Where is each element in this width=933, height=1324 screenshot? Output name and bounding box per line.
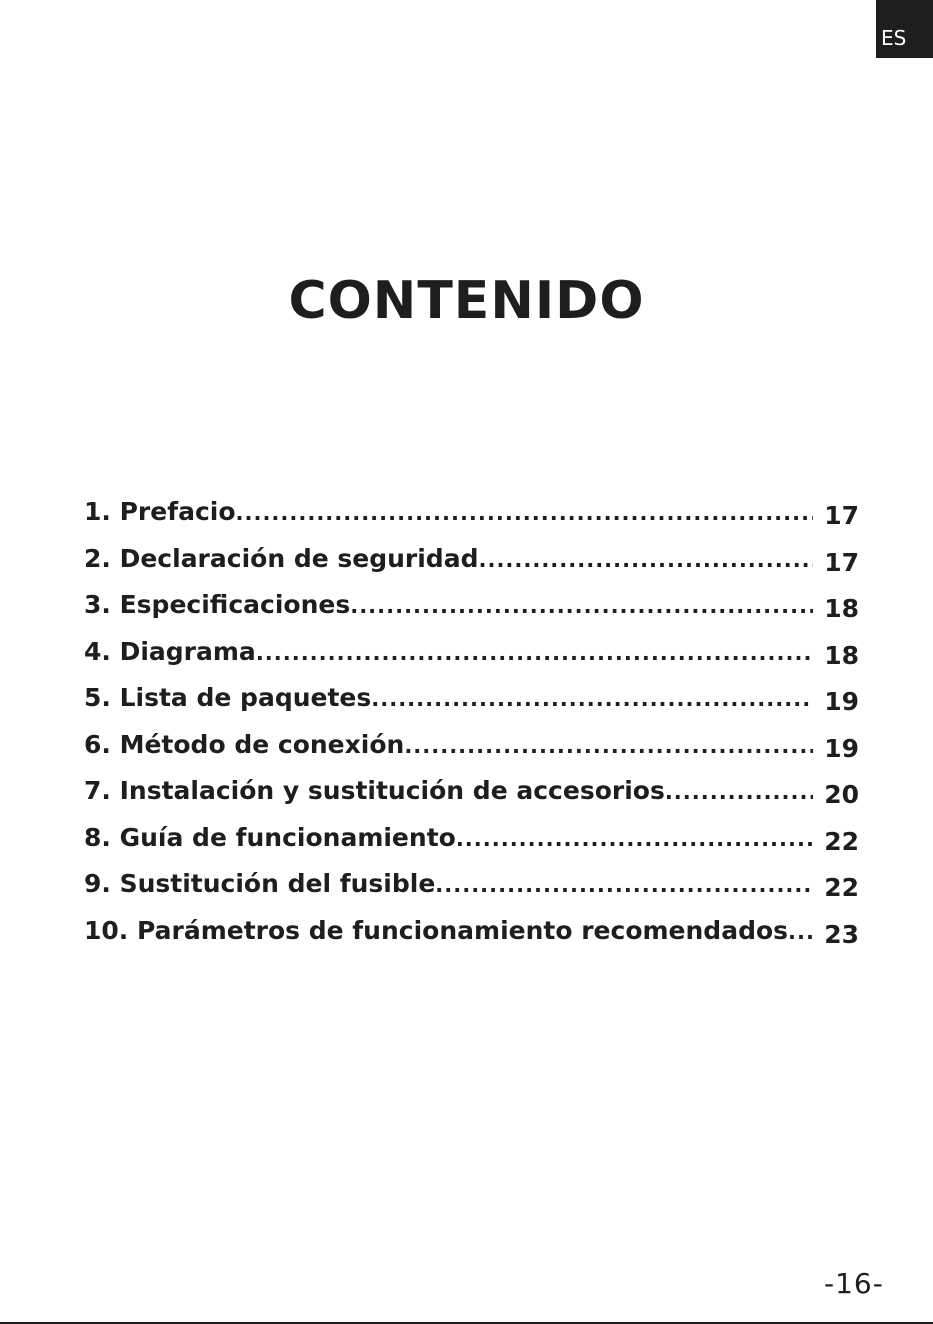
toc-item-label: 4. Diagrama — [84, 636, 256, 666]
toc-item-label: 7. Instalación y sustitución de accesorios — [84, 776, 665, 805]
dot-leader — [478, 537, 813, 584]
toc-item-instalacion[interactable] — [84, 768, 859, 815]
toc-item-label: 5. Lista de paquetes — [84, 683, 372, 712]
page-number: -16- — [824, 1267, 884, 1300]
toc-item-label: 3. Especificaciones — [84, 590, 351, 619]
toc-item-page: 20 — [824, 780, 859, 809]
toc-item-label: 10. Parámetros de funcionamiento recomendados — [84, 915, 789, 945]
toc-item-label: 2. Declaración de seguridad — [84, 543, 479, 573]
dot-leader — [435, 862, 813, 909]
toc-item-page: 17 — [824, 547, 859, 577]
dot-leader — [404, 723, 813, 770]
dot-leader — [256, 630, 813, 677]
language-tab: ES — [876, 0, 933, 58]
dot-leader — [456, 816, 813, 863]
dot-leader — [236, 490, 813, 537]
toc-item-especificaciones[interactable] — [84, 582, 859, 629]
toc-item-page: 18 — [824, 594, 859, 623]
toc-item-page: 22 — [824, 826, 859, 856]
dot-leader — [350, 583, 813, 630]
toc-item-page: 17 — [824, 501, 859, 530]
toc-item-page: 22 — [824, 873, 859, 902]
toc-item-label: 9. Sustitución del fusible — [84, 869, 436, 898]
toc-item-label: 8. Guía de funcionamiento — [84, 822, 456, 852]
toc-item-diagrama[interactable] — [84, 629, 859, 676]
toc-item-lista-paquetes[interactable] — [84, 675, 859, 722]
table-of-contents — [84, 489, 859, 954]
page-title: CONTENIDO — [288, 271, 645, 331]
toc-item-page: 19 — [824, 733, 859, 763]
dot-leader — [665, 769, 813, 816]
toc-item-metodo-conexion[interactable] — [84, 722, 859, 769]
toc-item-sustitucion-fusible[interactable] — [84, 861, 859, 908]
dot-leader — [371, 676, 813, 723]
toc-item-label: 1. Prefacio — [84, 497, 236, 526]
toc-item-page: 18 — [824, 640, 859, 670]
toc-item-guia-funcionamiento[interactable] — [84, 815, 859, 862]
dot-leader — [788, 909, 813, 956]
toc-item-prefacio[interactable] — [84, 489, 859, 536]
toc-item-page: 19 — [824, 687, 859, 716]
toc-item-page: 23 — [824, 919, 859, 949]
toc-item-label: 6. Método de conexión — [84, 729, 405, 759]
toc-item-declaracion[interactable] — [84, 536, 859, 583]
toc-item-parametros[interactable] — [84, 908, 859, 955]
